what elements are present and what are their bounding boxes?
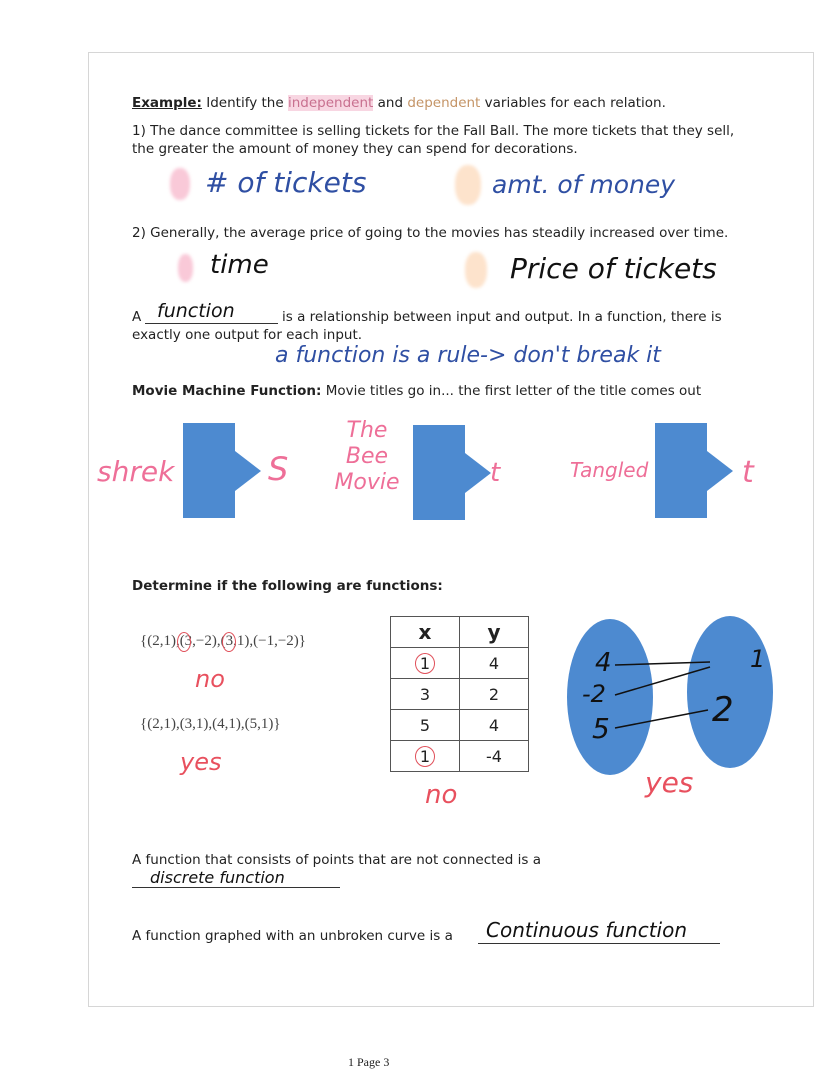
table-cell: 5	[391, 710, 460, 741]
determine-heading: Determine if the following are functions:	[132, 578, 443, 594]
independent-highlight: independent	[287, 95, 374, 111]
dependent-highlight: dependent	[407, 95, 481, 111]
q2-independent-answer: time	[210, 250, 269, 280]
discrete-answer: discrete function	[150, 868, 285, 887]
table-cell: 4	[460, 648, 529, 679]
set2-answer: yes	[180, 748, 222, 776]
circled-value: 1	[415, 653, 435, 674]
table-row	[391, 710, 529, 741]
table-answer: no	[425, 780, 458, 810]
text: variables for each relation.	[484, 95, 666, 111]
mapping-answer: yes	[645, 766, 694, 799]
discrete-question: A function that consists of points that are not connected is a	[132, 852, 541, 868]
table-row	[391, 679, 529, 710]
continuous-answer: Continuous function	[486, 918, 688, 942]
q2-dependent-answer: Price of tickets	[510, 252, 717, 285]
machine-output: S	[268, 450, 289, 488]
text: and	[377, 95, 404, 111]
q1-line2: the greater the amount of money they can spend for decorations.	[132, 141, 578, 157]
xy-table	[390, 616, 529, 772]
table-cell	[391, 741, 460, 772]
domain-oval	[567, 619, 653, 775]
table-cell: 4	[460, 710, 529, 741]
machine-output: t	[490, 458, 501, 488]
table-cell	[391, 648, 460, 679]
table-cell: -4	[460, 741, 529, 772]
pink-highlight-mark	[178, 254, 193, 282]
circled-value: 1	[415, 746, 435, 767]
example-line	[132, 95, 666, 111]
q1-dependent-answer: amt. of money	[492, 170, 676, 199]
example-label: Example:	[132, 95, 202, 111]
table-header-y: y	[460, 617, 529, 648]
definition-line1: is a relationship between input and output. In a function, there is	[282, 309, 722, 325]
definition-answer: function	[157, 300, 235, 322]
relation-set-1: {(2,1),(3,−2),(3,1),(−1,−2)}	[140, 633, 306, 649]
circle-mark	[177, 632, 191, 652]
continuous-question: A function graphed with an unbroken curve is a	[132, 928, 453, 944]
machine-output: t	[742, 455, 754, 490]
range-value: 2	[712, 690, 734, 730]
definition-line2: exactly one output for each input.	[132, 327, 363, 343]
pink-highlight-mark	[170, 168, 190, 200]
machine-input: shrek	[97, 455, 175, 488]
domain-value: 5	[592, 712, 610, 745]
table-cell: 3	[391, 679, 460, 710]
q1-line1: 1) The dance committee is selling tickets for the Fall Ball. The more tickets that they sell,	[132, 123, 735, 139]
range-value: 1	[750, 645, 766, 673]
machine-input: The Bee Movie	[334, 418, 400, 495]
definition-note: a function is a rule-> don't break it	[275, 343, 661, 368]
definition-prefix: A	[132, 309, 142, 325]
set1-answer: no	[195, 665, 225, 693]
domain-value: -2	[582, 680, 606, 708]
machine-input: Tangled	[570, 458, 649, 482]
function-machine	[183, 423, 235, 518]
table-row	[391, 741, 529, 772]
peach-highlight-mark	[465, 252, 487, 288]
movie-machine-label: Movie Machine Function:	[132, 383, 322, 399]
domain-value: 4	[595, 648, 612, 678]
function-machine	[413, 425, 465, 520]
q2-text: 2) Generally, the average price of going to the movies has steadily increased over time.	[132, 225, 729, 241]
function-machine	[655, 423, 707, 518]
table-header-x: x	[391, 617, 460, 648]
page-footer: 1 Page 3	[348, 1055, 390, 1069]
table-row	[391, 648, 529, 679]
circle-mark	[222, 632, 236, 652]
movie-machine-text: Movie titles go in... the first letter of the title comes out	[325, 383, 702, 399]
peach-highlight-mark	[455, 165, 481, 205]
movie-machine-line	[132, 383, 701, 399]
q1-independent-answer: # of tickets	[205, 166, 367, 199]
table-cell: 2	[460, 679, 529, 710]
relation-set-2: {(2,1),(3,1),(4,1),(5,1)}	[140, 716, 281, 732]
text: Identify the	[206, 95, 284, 111]
